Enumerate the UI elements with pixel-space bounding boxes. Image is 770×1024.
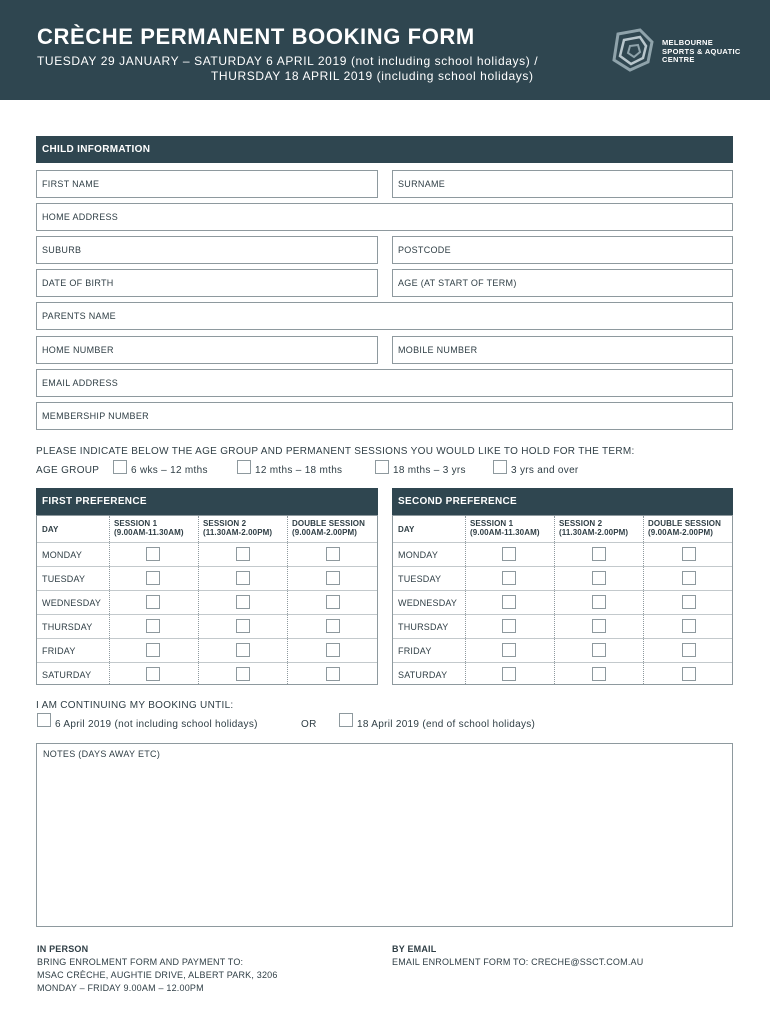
first-pref-saturday-session-2-checkbox[interactable]	[236, 667, 250, 681]
first-pref-thursday-double-session-checkbox[interactable]	[326, 619, 340, 633]
suburb-field[interactable]: SUBURB	[36, 236, 378, 264]
second-preference-heading: SECOND PREFERENCE	[392, 488, 733, 515]
day-label: TUESDAY	[42, 574, 86, 584]
email-info: BY EMAIL EMAIL ENROLMENT FORM TO: CRECHE@SSCT.COM.AU	[392, 944, 644, 967]
session-2-column-header: SESSION 2 (11.30AM-2.00PM)	[559, 519, 629, 537]
table-row	[393, 566, 732, 590]
day-column-header: DAY	[42, 525, 59, 534]
second-pref-saturday-double-session-checkbox[interactable]	[682, 667, 696, 681]
parents-name-field[interactable]: PARENTS NAME	[36, 302, 733, 330]
second-pref-friday-double-session-checkbox[interactable]	[682, 643, 696, 657]
home-address-field[interactable]: HOME ADDRESS	[36, 203, 733, 231]
first-preference-heading: FIRST PREFERENCE	[36, 488, 378, 515]
child-information-heading: CHILD INFORMATION	[36, 136, 733, 163]
second-pref-wednesday-session-1-checkbox[interactable]	[502, 595, 516, 609]
second-pref-monday-session-1-checkbox[interactable]	[502, 547, 516, 561]
second-pref-tuesday-session-2-checkbox[interactable]	[592, 571, 606, 585]
membership-number-field[interactable]: MEMBERSHIP NUMBER	[36, 402, 733, 430]
day-label: THURSDAY	[42, 622, 93, 632]
table-row	[393, 542, 732, 566]
table-row	[37, 590, 377, 614]
session-1-column-header: SESSION 1 (9.00AM-11.30AM)	[114, 519, 184, 537]
day-label: MONDAY	[398, 550, 439, 560]
age-group-label: AGE GROUP	[36, 465, 100, 476]
age-6wks-12mths-checkbox[interactable]	[113, 460, 127, 474]
in-person-info: IN PERSON BRING ENROLMENT FORM AND PAYMENT TO: MSAC CRÈCHE, AUGHTIE DRIVE, ALBERT PARK, 3206 MONDAY – FRIDAY 9.00AM – 12.00PM	[37, 944, 278, 993]
first-pref-monday-session-2-checkbox[interactable]	[236, 547, 250, 561]
table-row	[37, 542, 377, 566]
second-pref-monday-double-session-checkbox[interactable]	[682, 547, 696, 561]
table-row	[37, 638, 377, 662]
second-pref-saturday-session-2-checkbox[interactable]	[592, 667, 606, 681]
second-preference-table	[392, 515, 733, 685]
second-pref-monday-session-2-checkbox[interactable]	[592, 547, 606, 561]
first-pref-wednesday-session-2-checkbox[interactable]	[236, 595, 250, 609]
second-pref-wednesday-session-2-checkbox[interactable]	[592, 595, 606, 609]
table-row	[393, 662, 732, 686]
day-column-header: DAY	[398, 525, 415, 534]
day-label: FRIDAY	[398, 646, 432, 656]
day-label: MONDAY	[42, 550, 83, 560]
second-pref-thursday-session-1-checkbox[interactable]	[502, 619, 516, 633]
page-header	[0, 0, 770, 100]
home-number-field[interactable]: HOME NUMBER	[36, 336, 378, 364]
in-person-heading: IN PERSON	[37, 944, 89, 954]
or-label: OR	[301, 719, 317, 730]
first-pref-saturday-session-1-checkbox[interactable]	[146, 667, 160, 681]
first-pref-tuesday-double-session-checkbox[interactable]	[326, 571, 340, 585]
postcode-field[interactable]: POSTCODE	[392, 236, 733, 264]
first-pref-tuesday-session-2-checkbox[interactable]	[236, 571, 250, 585]
mobile-number-field[interactable]: MOBILE NUMBER	[392, 336, 733, 364]
second-pref-friday-session-1-checkbox[interactable]	[502, 643, 516, 657]
day-label: WEDNESDAY	[398, 598, 458, 608]
table-row	[37, 566, 377, 590]
day-label: WEDNESDAY	[42, 598, 102, 608]
first-pref-friday-session-1-checkbox[interactable]	[146, 643, 160, 657]
logo-text: MELBOURNE SPORTS & AQUATIC CENTRE	[662, 38, 741, 64]
age-12-18mths-checkbox[interactable]	[237, 460, 251, 474]
email-address-field[interactable]: EMAIL ADDRESS	[36, 369, 733, 397]
until-18-april-checkbox[interactable]	[339, 713, 353, 727]
second-pref-wednesday-double-session-checkbox[interactable]	[682, 595, 696, 609]
age-option-label: 6 wks – 12 mths	[131, 465, 208, 476]
until-18-april-label: 18 April 2019 (end of school holidays)	[357, 719, 536, 730]
first-pref-friday-session-2-checkbox[interactable]	[236, 643, 250, 657]
first-pref-wednesday-session-1-checkbox[interactable]	[146, 595, 160, 609]
until-6-april-checkbox[interactable]	[37, 713, 51, 727]
first-pref-saturday-double-session-checkbox[interactable]	[326, 667, 340, 681]
table-row	[393, 614, 732, 638]
until-6-april-label: 6 April 2019 (not including school holidays)	[55, 719, 258, 730]
age-option-label: 18 mths – 3 yrs	[393, 465, 466, 476]
msac-logo-icon	[610, 28, 655, 72]
by-email-heading: BY EMAIL	[392, 944, 437, 954]
session-instruction: PLEASE INDICATE BELOW THE AGE GROUP AND PERMANENT SESSIONS YOU WOULD LIKE TO HOLD FOR THE TERM:	[36, 446, 635, 457]
age-field[interactable]: AGE (AT START OF TERM)	[392, 269, 733, 297]
age-option-label: 3 yrs and over	[511, 465, 579, 476]
session-2-column-header: SESSION 2 (11.30AM-2.00PM)	[203, 519, 273, 537]
form-title: CRÈCHE PERMANENT BOOKING FORM	[37, 24, 475, 49]
second-pref-tuesday-double-session-checkbox[interactable]	[682, 571, 696, 585]
date-of-birth-field[interactable]: DATE OF BIRTH	[36, 269, 378, 297]
age-18mths-3yrs-checkbox[interactable]	[375, 460, 389, 474]
table-row	[37, 614, 377, 638]
second-pref-tuesday-session-1-checkbox[interactable]	[502, 571, 516, 585]
first-pref-tuesday-session-1-checkbox[interactable]	[146, 571, 160, 585]
day-label: FRIDAY	[42, 646, 76, 656]
first-pref-monday-session-1-checkbox[interactable]	[146, 547, 160, 561]
age-option-label: 12 mths – 18 mths	[255, 465, 343, 476]
first-pref-wednesday-double-session-checkbox[interactable]	[326, 595, 340, 609]
session-1-column-header: SESSION 1 (9.00AM-11.30AM)	[470, 519, 540, 537]
term-dates-line2: THURSDAY 18 APRIL 2019 (including school holidays)	[211, 69, 534, 83]
term-dates-line1: TUESDAY 29 JANUARY – SATURDAY 6 APRIL 2019 (not including school holidays) /	[37, 54, 539, 68]
day-label: SATURDAY	[398, 670, 448, 680]
day-label: SATURDAY	[42, 670, 92, 680]
second-pref-friday-session-2-checkbox[interactable]	[592, 643, 606, 657]
table-row	[393, 590, 732, 614]
table-row	[37, 662, 377, 686]
table-row	[393, 638, 732, 662]
second-pref-saturday-session-1-checkbox[interactable]	[502, 667, 516, 681]
second-pref-thursday-session-2-checkbox[interactable]	[592, 619, 606, 633]
first-pref-thursday-session-1-checkbox[interactable]	[146, 619, 160, 633]
first-pref-friday-double-session-checkbox[interactable]	[326, 643, 340, 657]
first-preference-table	[36, 515, 378, 685]
first-pref-monday-double-session-checkbox[interactable]	[326, 547, 340, 561]
double-session-column-header: DOUBLE SESSION (9.00AM-2.00PM)	[648, 519, 721, 537]
surname-field[interactable]: SURNAME	[392, 170, 733, 198]
double-session-column-header: DOUBLE SESSION (9.00AM-2.00PM)	[292, 519, 365, 537]
notes-label: NOTES (DAYS AWAY ETC)	[43, 749, 161, 759]
day-label: TUESDAY	[398, 574, 442, 584]
age-3yrs-over-checkbox[interactable]	[493, 460, 507, 474]
second-pref-thursday-double-session-checkbox[interactable]	[682, 619, 696, 633]
first-pref-thursday-session-2-checkbox[interactable]	[236, 619, 250, 633]
day-label: THURSDAY	[398, 622, 449, 632]
notes-field[interactable]	[36, 743, 733, 927]
continuing-label: I AM CONTINUING MY BOOKING UNTIL:	[36, 700, 234, 711]
first-name-field[interactable]: FIRST NAME	[36, 170, 378, 198]
